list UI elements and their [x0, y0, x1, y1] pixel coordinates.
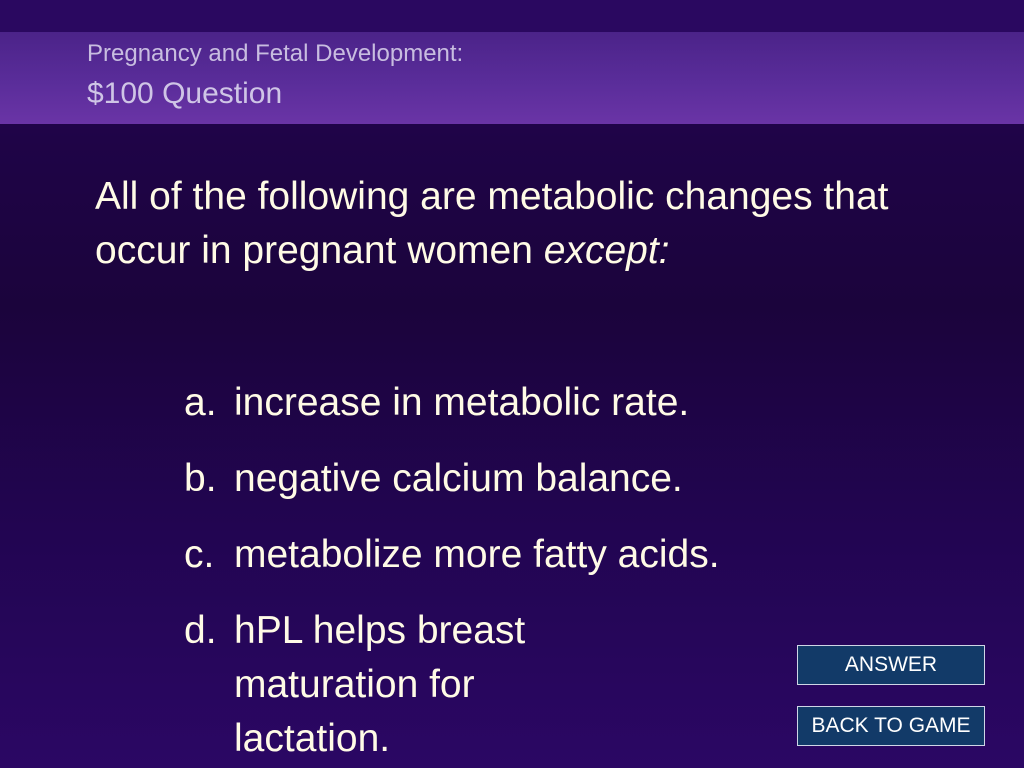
option-letter: a.	[184, 381, 217, 424]
top-strip	[0, 0, 1024, 32]
option-text: increase in metabolic rate.	[234, 381, 690, 424]
question-stem: All of the following are metabolic changes that occur in pregnant women	[95, 175, 889, 272]
option-b	[184, 452, 784, 506]
option-a	[184, 376, 784, 430]
option-text: negative calcium balance.	[234, 457, 683, 500]
back-to-game-button[interactable]: BACK TO GAME	[797, 706, 985, 746]
option-c	[184, 528, 784, 582]
option-text: metabolize more fatty acids.	[234, 533, 720, 576]
answer-options	[184, 376, 784, 766]
question-text	[95, 170, 975, 278]
answer-button[interactable]: ANSWER	[797, 645, 985, 685]
question-value: $100 Question	[87, 77, 283, 110]
option-letter: b.	[184, 457, 217, 500]
category-title: Pregnancy and Fetal Development:	[87, 40, 464, 67]
option-d	[184, 604, 784, 766]
option-letter: d.	[184, 609, 217, 652]
option-text: hPL helps breast maturation for lactation.	[234, 609, 526, 760]
option-letter: c.	[184, 533, 215, 576]
question-emphasis: except:	[543, 229, 670, 272]
